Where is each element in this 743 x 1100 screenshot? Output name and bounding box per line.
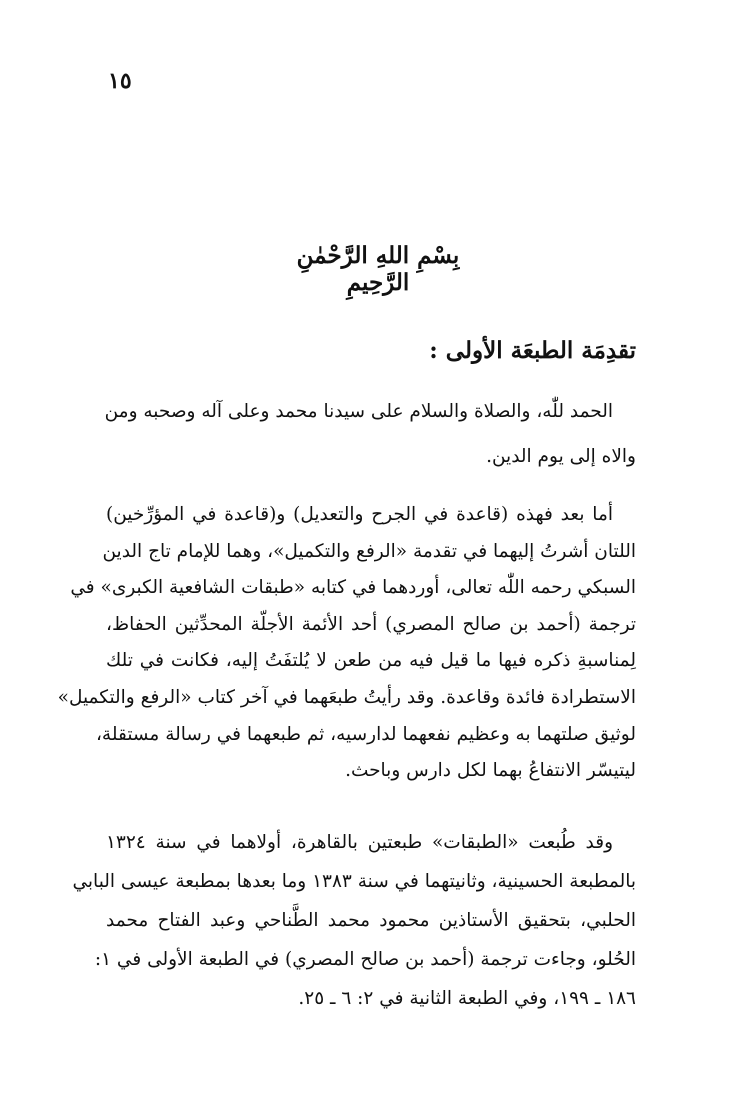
- section-heading: تقدِمَة الطبعَة الأولى :: [429, 337, 636, 364]
- paragraph-editions: [72, 823, 636, 1018]
- text-line: بالمطبعة الحسينية، وثانيتهما في سنة ١٣٨٣ وما بعدها بمطبعة عيسى البابي: [72, 871, 636, 892]
- text-line: ١٨٦ ـ ١٩٩، وفي الطبعة الثانية في ٢: ٦ ـ ٢٥.: [298, 988, 636, 1009]
- text-line: ليتيسّر الانتفاعُ بهما لكل دارس وباحث.: [345, 760, 636, 782]
- text-line: أما بعد فهذه (قاعدة في الجرح والتعديل) و(قاعدة في المؤرِّخين): [106, 504, 613, 525]
- paragraph-opening: [106, 389, 636, 479]
- text-line: الحلبي، بتحقيق الأستاذين محمود محمد الطَّناحي وعبد الفتاح محمد: [106, 910, 636, 931]
- text-line: لِمناسبةِ ذكره فيها ما قيل فيه من طعن لا يُلتفَتُ إليه، فكانت في تلك: [106, 650, 636, 672]
- text-line: لوثيق صلتهما به وعظيم نفعهما لدارسيه، ثم طبعهما في رسالة مستقلة،: [95, 723, 636, 745]
- text-line: الحُلو، وجاءت ترجمة (أحمد بن صالح المصري) في الطبعة الأولى في ١:: [94, 949, 636, 970]
- page-number: ١٥: [108, 68, 132, 94]
- paragraph-rules: [57, 497, 636, 790]
- basmala-calligraphy: بِسْمِ اللهِ الرَّحْمٰنِ الرَّحِيمِ: [296, 242, 460, 296]
- text-line: الاستطرادة فائدة وقاعدة. وقد رأيتُ طبعَهما في آخر كتاب «الرفع والتكميل»: [57, 686, 636, 708]
- text-line: ترجمة (أحمد بن صالح المصري) أحد الأئمة الأجلّة المحدِّثين الحفاظ،: [106, 613, 636, 635]
- text-line: وقد طُبعت «الطبقات» طبعتين بالقاهرة، أولاهما في سنة ١٣٢٤: [106, 832, 613, 853]
- text-line: الحمد للّٰه، والصلاة والسلام على سيدنا محمد وعلى آله وصحبه ومن: [104, 401, 613, 422]
- text-line: السبكي رحمه اللّٰه تعالى، أوردهما في كتابه «طبقات الشافعية الكبرى» في: [70, 577, 636, 599]
- text-line: والاه إلى يوم الدين.: [486, 446, 636, 467]
- text-line: اللتان أشرتُ إليهما في تقدمة «الرفع والتكميل»، وهما للإمام تاج الدين: [102, 540, 636, 562]
